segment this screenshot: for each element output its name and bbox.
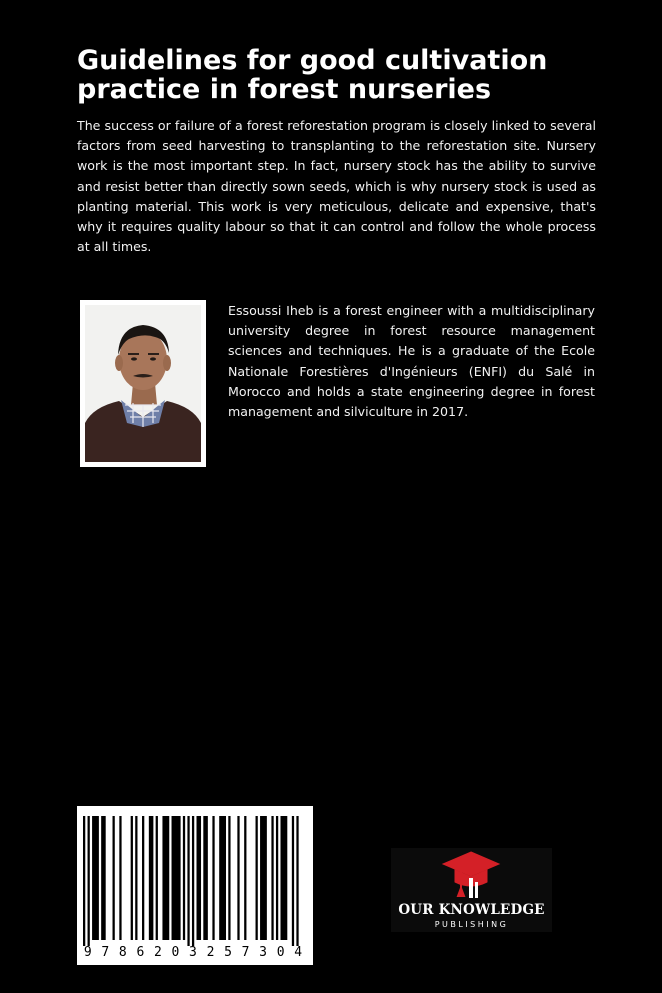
- barcode-bar: [276, 816, 278, 940]
- publisher-logo: [391, 848, 552, 932]
- isbn-digit: 6: [136, 944, 145, 960]
- barcode-bar: [131, 816, 133, 940]
- barcode-bar: [219, 816, 226, 940]
- isbn-digit: 3: [259, 944, 267, 960]
- barcode-bar: [101, 816, 106, 940]
- barcode-bar: [172, 816, 181, 940]
- barcode-bars: [77, 806, 313, 946]
- barcode-bar: [197, 816, 202, 940]
- book-title: Guidelines for good cultivation practice in forest nurseries: [77, 45, 548, 105]
- author-bio: Essoussi Iheb is a forest engineer with a multidisciplinary university degree in forest resource management sciences and techniques. He is a graduate of the Ecole Nationale Forestières d'Ingénieurs (ENFI) du Salé in Morocco and holds a state engineering degree in forest management and silviculture in 2017.: [228, 303, 595, 420]
- barcode-bar: [142, 816, 144, 940]
- barcode-bar: [292, 816, 294, 946]
- barcode-bar: [271, 816, 273, 940]
- barcode-bar: [296, 816, 298, 946]
- book-summary: The success or failure of a forest reforestation program is closely linked to several factors from seed harvesting to transplanting to the reforestation site. Nursery work is the most important step. In fact, nursery stock has the ability to survive and resist better than directly sown seeds, which is why nursery stock is used as planting material. This work is very meticulous, delicate and expensive, that's why it requires quality labour so that it can control and follow the whole process at all times.: [77, 118, 596, 255]
- barcode-bar: [280, 816, 287, 940]
- publisher-subtitle: PUBLISHING: [434, 920, 509, 929]
- graduation-cap-icon: [391, 848, 552, 904]
- barcode-bar: [256, 816, 258, 940]
- barcode-bar: [192, 816, 194, 946]
- barcode-bar: [88, 816, 90, 946]
- barcode-bar: [119, 816, 121, 940]
- isbn-digit: 7: [241, 944, 250, 960]
- barcode-bar: [237, 816, 239, 940]
- isbn-digit: 0: [171, 944, 180, 960]
- isbn-digit: 8: [118, 944, 127, 960]
- isbn-digit: 9: [83, 944, 92, 960]
- barcode-bar: [92, 816, 99, 940]
- isbn-digit: 5: [224, 944, 232, 960]
- isbn-digit: 2: [153, 944, 162, 960]
- barcode-bar: [113, 816, 115, 940]
- barcode-bar: [260, 816, 267, 940]
- barcode-bar: [228, 816, 230, 940]
- barcode-bar: [183, 816, 185, 940]
- isbn-digit: 3: [189, 944, 197, 960]
- author-photo: [85, 305, 201, 462]
- barcode-bar: [187, 816, 189, 946]
- barcode-bar: [135, 816, 137, 940]
- barcode-bar: [149, 816, 154, 940]
- barcode-bar: [212, 816, 214, 940]
- isbn-digit: 2: [206, 944, 215, 960]
- isbn-digit: 7: [101, 944, 110, 960]
- author-photo-frame: [80, 300, 206, 467]
- barcode-bar: [156, 816, 158, 940]
- barcode-bar: [162, 816, 169, 940]
- isbn-digit: 4: [294, 944, 303, 960]
- barcode-bar: [244, 816, 246, 940]
- isbn-barcode: [77, 806, 313, 965]
- barcode-bar: [203, 816, 208, 940]
- publisher-name: OUR KNOWLEDGE: [398, 902, 545, 918]
- isbn-digit: 0: [276, 944, 285, 960]
- isbn-number: [77, 943, 313, 961]
- barcode-bar: [83, 816, 85, 946]
